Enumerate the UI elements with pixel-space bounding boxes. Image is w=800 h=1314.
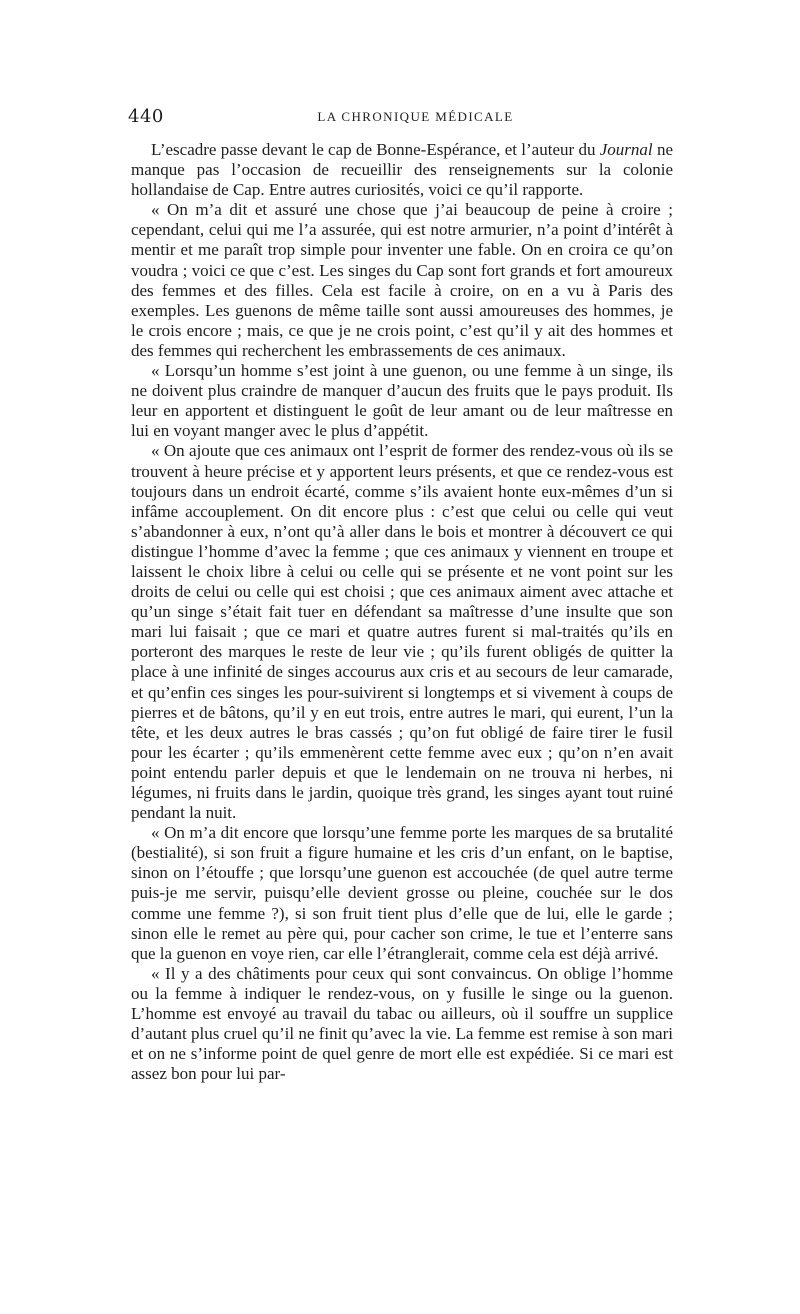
paragraph-intro bbox=[131, 140, 673, 200]
paragraph-quote-3: « On ajoute que ces animaux ont l’esprit de former des rendez-vous où ils se trouvent à heure précise et y apportent leurs présents, et que ce rendez-vous est toujours dans un endroit écarté, comme s’ils avaient honte eux-mêmes d’un si infâme accouplement. On dit encore plus : c’est que celui ou celle qui veut s’abandonner à eux, n’ont qu’à aller dans le bois et montrer à découvert ce qui distingue l’homme d’avec la femme ; que ces animaux y viennent en troupe et laissent le choix libre à celui ou celle qui se présente et ne vont point sur les droits de celui ou celle qui est choisi ; que ces animaux aiment avec attache et qu’un singe s’était fait tuer en défendant sa maîtresse d’une insulte que son mari lui faisait ; que ce mari et quatre autres furent si mal-traités qu’ils en porteront des marques le reste de leur vie ; qu’ils furent obligés de quitter la place à une infinité de singes accourus aux cris et au secours de leur camarade, et qu’enfin ces singes les pour-suivirent si longtemps et si vivement à coups de pierres et de bâtons, qu’il y en eut trois, entre autres le mari, qui eurent, l’un la tête, et les deux autres le bras cassés ; qu’on fut obligé de faire tirer le fusil pour les écarter ; qu’ils emmenèrent cette femme avec eux ; qu’on n’en avait point entendu parler depuis et que le lendemain on ne trouva ni herbes, ni légumes, ni fruits dans le jardin, quoique très grand, les singes ayant tout ruiné pendant la nuit. bbox=[131, 441, 673, 823]
paragraph-quote-4: « On m’a dit encore que lorsqu’une femme porte les marques de sa brutalité (bestialité), si son fruit a figure humaine et les cris d’un enfant, on le baptise, sinon on l’étouffe ; que lorsqu’une guenon est accouchée (de quel autre terme puis-je me servir, puisqu’elle devient grosse ou pleine, couchée sur le dos comme une femme ?), si son fruit tient plus d’elle que de lui, elle le garde ; sinon elle le remet au père qui, pour cacher son crime, le tue et l’enterre sans que la guenon en voye rien, car elle l’étranglerait, comme cela est déjà arrivé. bbox=[131, 823, 673, 963]
paragraph-quote-2: « Lorsqu’un homme s’est joint à une guenon, ou une femme à un singe, ils ne doivent plus craindre de manquer d’aucun des fruits que le pays produit. Ils leur en apportent et distinguent le goût de leur amant ou de leur maîtresse en lui en voyant manger avec le plus d’appétit. bbox=[131, 361, 673, 441]
paragraph-intro-before: L’escadre passe devant le cap de Bonne-Espérance, et l’auteur du bbox=[151, 140, 600, 159]
page-number: 440 bbox=[128, 106, 164, 127]
paragraph-quote-5: « Il y a des châtiments pour ceux qui sont convaincus. On oblige l’homme ou la femme à indiquer le rendez-vous, on y fusille le singe ou la guenon. L’homme est envoyé au travail du tabac ou ailleurs, où il souffre un supplice d’autant plus cruel qu’il ne finit qu’avec la vie. La femme est remise à son mari et on ne s’informe point de quel genre de mort elle est expédiée. Si ce mari est assez bon pour lui par- bbox=[131, 963, 673, 1084]
running-head bbox=[128, 105, 673, 135]
journal-title: LA CHRONIQUE MÉDICALE bbox=[317, 109, 514, 124]
paragraph-intro-after: ne manque pas l’occasion de recueillir des renseignements sur la colonie hollandaise de Cap. Entre autres curiosités, voici ce qu’il rapporte. bbox=[131, 140, 673, 200]
paragraph-quote-1: « On m’a dit et assuré une chose que j’ai beaucoup de peine à croire ; cependant, celui qui me l’a assurée, qui est notre armurier, n’a point d’intérêt à mentir et me paraît trop simple pour inventer une fable. On en croira ce qu’on voudra ; voici ce que c’est. Les singes du Cap sont fort grands et fort amoureux des femmes et des filles. Cela est facile à croire, on en a vu à Paris des exemples. Les guenons de même taille sont aussi amoureuses des hommes, je le crois encore ; mais, ce que je ne crois point, c’est qu’il y ait des hommes et des femmes qui recherchent les embrassements de ces animaux. bbox=[131, 200, 673, 360]
article-body bbox=[131, 140, 673, 1084]
journal-emphasis: Journal bbox=[599, 140, 653, 159]
